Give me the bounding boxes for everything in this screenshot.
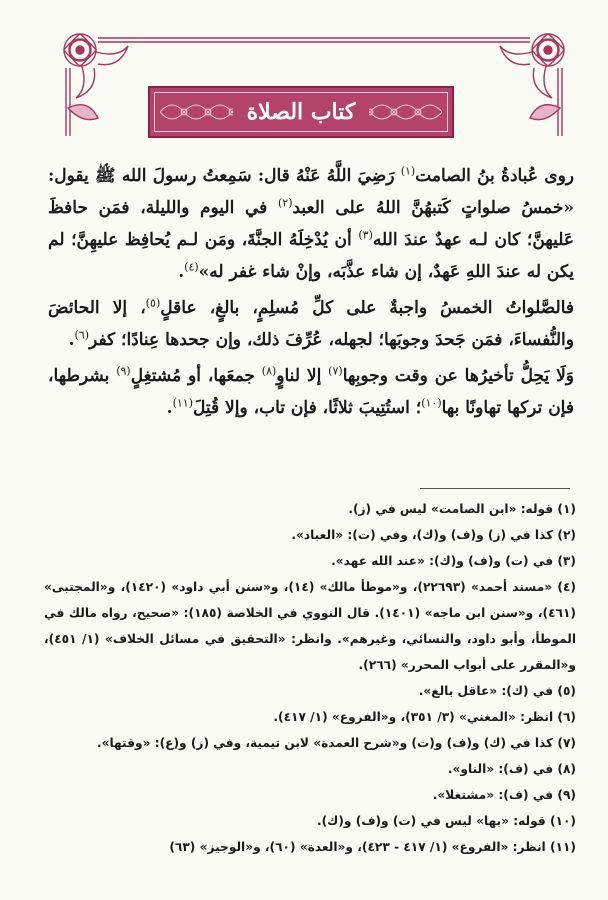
text-segment: رَضِيَ اللَّهُ عَنْهُ قال: سَمِعتُ رسولَ الله ﷺ يقول: «خمسُ صلواتٍ كَتبهُنَّ اللهُ على العبد xyxy=(48,166,574,218)
footnote-item: (١١) انظر: «الفروع» (١/ ٤١٧ - ٤٢٣)، و«العدة» (٦٠)، و«الوجيز» (٦٣) xyxy=(169,840,576,854)
text-segment: . xyxy=(166,398,173,418)
text-segment: . xyxy=(68,330,75,350)
footnote-ref[interactable]: (٢) xyxy=(277,196,293,210)
footnotes xyxy=(44,496,576,860)
text-segment: فالصَّلواتُ الخمسُ واجبةٌ على كلِّ مُسلِمٍ، بالغٍ، عاقلٍ xyxy=(160,298,575,318)
paragraph-hadith xyxy=(48,160,574,288)
footnote-ref[interactable]: (٧) xyxy=(328,364,343,378)
text-segment: بشرطها، فإن تركها تهاونًا بها xyxy=(48,366,574,418)
footnote-item: (١٠) قوله: «بها» ليس في (ت) و(ف) و(ك). xyxy=(316,814,576,828)
footnote-item: (٩) في (ف): «مشتغلا». xyxy=(432,788,576,802)
text-segment: في اليوم والليلة، فمَن حافظَ عَليهنَّ؛ كان لـه عهدٌ عندَ الله xyxy=(48,198,574,250)
main-text xyxy=(48,160,574,428)
footnote-divider xyxy=(420,488,570,489)
footnote-ref[interactable]: (٦) xyxy=(74,328,90,342)
footnote-ref[interactable]: (٩) xyxy=(116,364,131,378)
footnote-item: (١) قوله: «ابن الصامت» ليس في (ز). xyxy=(348,502,576,516)
footnote-ref[interactable]: (٤) xyxy=(184,260,199,274)
footnote-item: (٦) انظر: «المغني» (٣/ ٣٥١)، و«الفروع» (١/ ٤١٧). xyxy=(273,710,576,724)
footnote-item: (٨) في (ف): «الناو». xyxy=(447,762,576,776)
text-segment: وَلَا يَحِلُّ تأخيرُها عن وقت وجوبِها xyxy=(342,366,574,386)
footnote-ref[interactable]: (٨) xyxy=(261,364,277,378)
chapter-title: كتاب الصلاة xyxy=(233,99,370,125)
text-segment: . xyxy=(178,262,185,282)
footnote-ref[interactable]: (٣) xyxy=(358,228,373,242)
paragraph-delay xyxy=(48,360,574,424)
text-segment: روى عُبادةُ بنُ الصامت xyxy=(415,166,574,186)
footnote-item: (٥) في (ك): «عاقل بالغ». xyxy=(418,684,576,698)
footnote-item: (٤) «مسند أحمد» (٢٢٦٩٣)، و«موطأ مالك» (١٤)، و«سنن أبي داود» (١٤٢٠)، و«المجتبى» (٤٦١)، و«سنن ابن ماجه» (١٤٠١). قال النووي في الخلاصة (١٨٥): «صحيح، رواه مالك في الموطأ، وأبو داود، والنسائي، وغيرهم». وانظر: «التحقيق في مسائل الخلاف» (١/ ٤٥١)، و«المقرر على أبواب المحرر» (٢٦٦). xyxy=(44,580,576,672)
text-segment: ؛ استُتِيبَ ثلاثًا، فإن تاب، وإلا قُتِلَ xyxy=(192,398,422,418)
footnote-item: (٣) في (ت) و(ف) و(ك): «عند الله عهد». xyxy=(331,554,576,568)
footnote-ref[interactable]: (٥) xyxy=(145,296,161,310)
footnote-item: (٧) كذا في (ك) و(ف) و(ت) و«شرح العمدة» لابن تيمية، وفي (ز) و(ع): «وقتها». xyxy=(96,736,576,750)
footnote-ref[interactable]: (١٠) xyxy=(421,396,442,410)
text-segment: ، إلا الحائضَ والنُّفساءَ، فمَن جَحدَ وجوبَها؛ لجهله، عُرِّفَ ذلك، وإن جحدها عِنادًا؛ كفر xyxy=(48,298,574,350)
text-segment: أن يُدْخِلَهُ الجنَّةَ، ومَن لـم يُحافِظ عليهِنَّ؛ لم يكن له عندَ اللهِ عَهدٌ، إن شاء عذَّبَه، وإنْ شاء غفر له» xyxy=(48,230,574,282)
footnote-ref[interactable]: (١١) xyxy=(172,396,193,410)
text-segment: إلا لناوٍ xyxy=(276,366,329,386)
chapter-title-band xyxy=(148,86,454,138)
paragraph-obligation xyxy=(48,292,574,356)
footnote-item: (٢) كذا في (ز) و(ف) و(ك)، وفي (ت): «العباد». xyxy=(291,528,576,542)
footnote-ref[interactable]: (١) xyxy=(400,164,416,178)
text-segment: جمعَها، أو مُشتغِلٍ xyxy=(130,366,262,386)
